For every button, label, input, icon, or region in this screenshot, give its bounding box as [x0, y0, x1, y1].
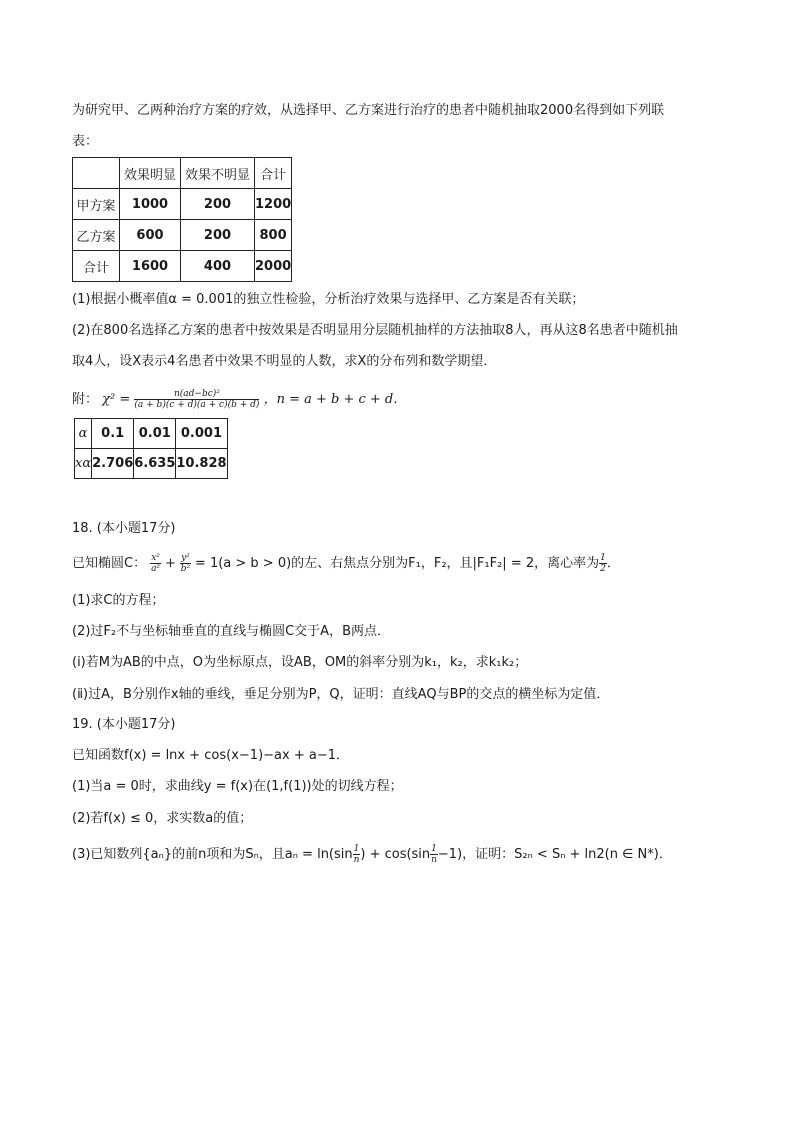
frac-den: n: [353, 855, 360, 865]
q17-intro-line2: 表：: [72, 134, 99, 149]
q18-stem-pre: 已知椭圆C：: [72, 556, 147, 571]
table-row: [73, 251, 292, 282]
table-row: [73, 220, 292, 251]
q19-part3: [72, 842, 672, 868]
table-cell: 200: [181, 189, 255, 220]
ellipse-y-term: [180, 553, 191, 574]
table-cell: 1200: [255, 189, 292, 220]
frac-num: 1: [431, 844, 437, 854]
table-cell: 600: [120, 220, 181, 251]
q19-part3-end: −1)，证明：S₂ₙ < Sₙ + ln2(n ∈ N*)．: [437, 847, 672, 862]
chi-denominator: (a + b)(c + d)(a + c)(b + d): [134, 400, 260, 410]
q18-part1: (1)求C的方程；: [72, 593, 165, 608]
table-cell: 乙方案: [73, 220, 120, 251]
chi-lhs: χ² =: [102, 392, 131, 407]
q18-title: 18. (本小题17分): [72, 521, 176, 536]
table-cell: 800: [255, 220, 292, 251]
table-row: [75, 419, 228, 449]
table-cell: [73, 158, 120, 189]
q18-part2: (2)过F₂不与坐标轴垂直的直线与椭圆C交于A，B两点．: [72, 624, 390, 639]
one-over-n-fraction: [430, 844, 438, 865]
table-cell: 1000: [120, 189, 181, 220]
table-header-row: [73, 158, 292, 189]
table-cell: 2.706: [92, 449, 134, 479]
q17-intro-line1: 为研究甲、乙两种治疗方案的疗效，从选择甲、乙方案进行治疗的患者中随机抽取2000名得到如下列联: [72, 103, 665, 118]
q19-part3-mid: ) + cos(sin: [360, 847, 431, 862]
q19-part3-pre: (3)已知数列{aₙ}的前n项和为Sₙ，且aₙ = ln(sin: [72, 847, 353, 862]
q18-stem-end: ．: [606, 556, 620, 571]
q19-stem: 已知函数f(x) = lnx + cos(x−1)−ax + a−1．: [72, 748, 349, 763]
q18-part2-i: (i)若M为AB的中点，O为坐标原点，设AB，OM的斜率分别为k₁，k₂，求k₁k₂；: [72, 655, 528, 670]
chi-square-formula: [72, 388, 406, 412]
table-cell: α: [75, 419, 92, 449]
ellipse-x-num: x²: [151, 553, 160, 563]
q17-part1: (1)根据小概率值α = 0.001的独立性检验，分析治疗效果与选择甲、乙方案是否有关联；: [72, 292, 585, 307]
q19-part1: (1)当a = 0时，求曲线y = f(x)在(1,f(1))处的切线方程；: [72, 779, 403, 794]
q18-part2-ii: (ⅱ)过A，B分别作x轴的垂线，垂足分别为P，Q，证明：直线AQ与BP的交点的横坐标为定值．: [72, 687, 610, 702]
q18-stem-mid: = 1(a > b > 0)的左、右焦点分别为F₁，F₂，且|F₁F₂| = 2，离心率为: [194, 556, 600, 571]
q17-part2-line2: 取4人，设X表示4名患者中效果不明显的人数，求X的分布列和数学期望．: [72, 354, 497, 369]
frac-num: 1: [353, 844, 360, 854]
critical-value-table: [74, 418, 228, 479]
ellipse-x-term: [150, 553, 161, 574]
chi-tail: ，n = a + b + c + d．: [263, 392, 407, 407]
table-cell: 0.1: [92, 419, 134, 449]
ellipse-y-num: y²: [181, 553, 190, 563]
q18-stem: 已知椭圆C： $\frac{\text{x²}}{\text{a²}}$ + $\frac{\text{y²}}{\text{b²}}$ = 1(a > b > 0)的左、右焦点分别为F₁，F₂，且|F₁F₂| = 2，离心率为 $\frac{1}{2}$ ．: [72, 553, 620, 574]
table-cell: 合计: [255, 158, 292, 189]
table-cell: 1600: [120, 251, 181, 282]
table-cell: 甲方案: [73, 189, 120, 220]
table-cell: 200: [181, 220, 255, 251]
eccentricity-fraction: [599, 553, 607, 574]
chi-fraction: [134, 389, 259, 410]
appendix-label: 附：: [72, 392, 99, 407]
table-row: [73, 189, 292, 220]
table-cell: 0.01: [134, 419, 176, 449]
contingency-table: [72, 157, 292, 282]
ecc-num: 1: [600, 553, 606, 563]
q17-part2-line1: (2)在800名选择乙方案的患者中按效果是否明显用分层随机抽样的方法抽取8人，再从这8名患者中随机抽: [72, 323, 678, 338]
chi-numerator: n(ad−bc)²: [134, 389, 259, 400]
table-cell: 效果不明显: [181, 158, 255, 189]
table-row: [75, 449, 228, 479]
table-cell: xα: [75, 449, 92, 479]
table-cell: 400: [181, 251, 255, 282]
table-cell: 6.635: [134, 449, 176, 479]
table-cell: 0.001: [176, 419, 227, 449]
table-cell: 效果明显: [120, 158, 181, 189]
table-cell: 10.828: [176, 449, 227, 479]
table-cell: 2000: [255, 251, 292, 282]
q19-part2: (2)若f(x) ≤ 0，求实数a的值；: [72, 811, 253, 826]
frac-den: n: [431, 855, 437, 865]
ellipse-x-den: a²: [151, 564, 161, 574]
ecc-den: 2: [600, 564, 606, 574]
ellipse-y-den: b²: [180, 564, 191, 574]
q19-title: 19. (本小题17分): [72, 717, 176, 732]
table-cell: 合计: [73, 251, 120, 282]
